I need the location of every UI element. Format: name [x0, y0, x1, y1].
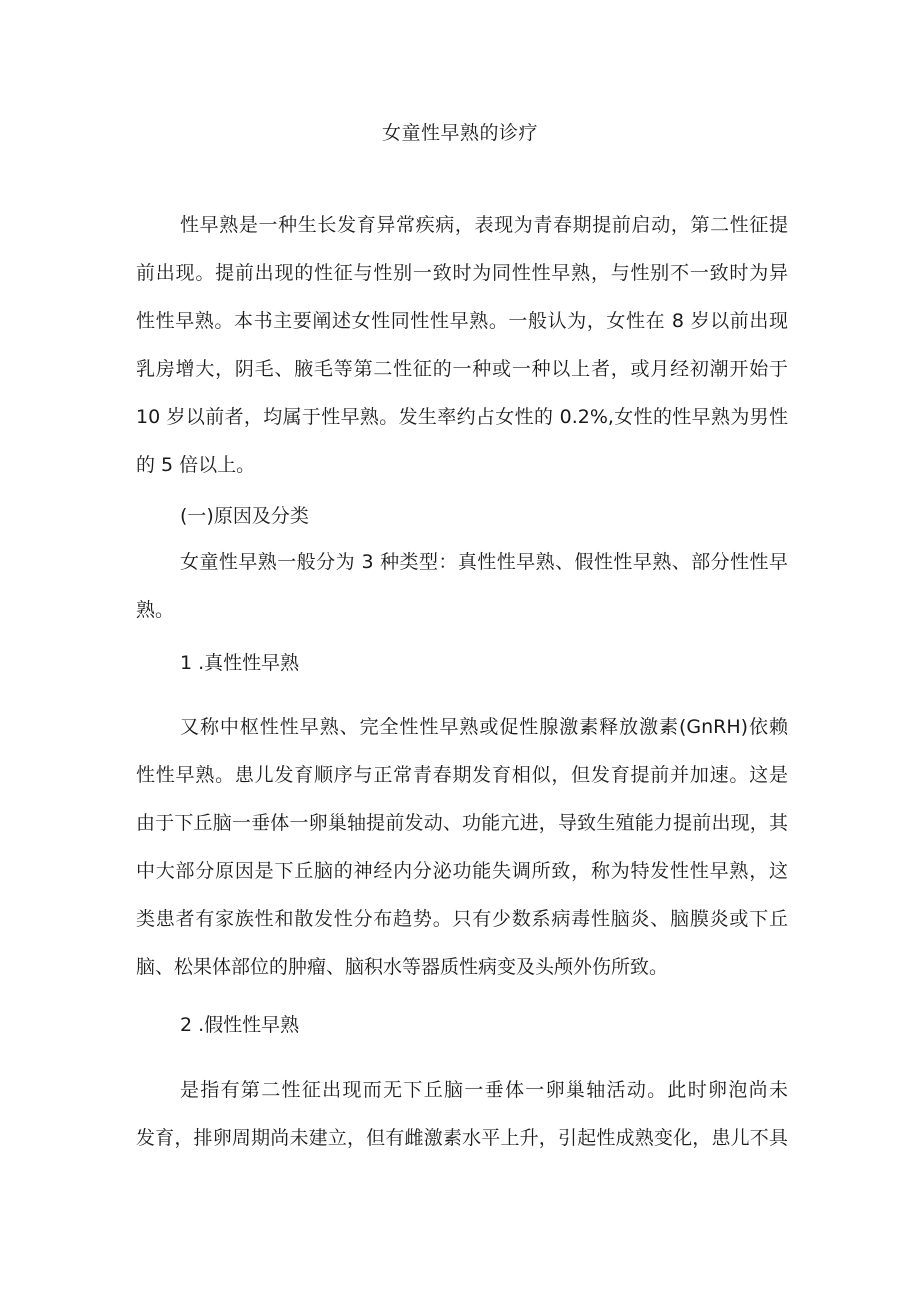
paragraph-line: 性性早熟。患儿发育顺序与正常青春期发育相似，但发育提前并加速。这是	[136, 764, 788, 786]
paragraph-line: 乳房增大，阴毛、腋毛等第二性征的一种或一种以上者，或月经初潮开始于	[136, 358, 788, 380]
paragraph-line: 熟。	[136, 599, 175, 621]
paragraph-line: 前出现。提前出现的性征与性别一致时为同性性早熟，与性别不一致时为异	[136, 262, 788, 284]
subsection-heading: 2 .假性性早熟	[180, 1014, 300, 1036]
subsection-heading: 1 .真性性早熟	[180, 652, 300, 674]
paragraph-line: 性早熟是一种生长发育异常疾病，表现为青春期提前启动，第二性征提	[180, 214, 788, 236]
paragraph-line: 又称中枢性性早熟、完全性性早熟或促性腺激素释放激素(GnRH)依赖	[180, 716, 788, 738]
paragraph-line: 脑、松果体部位的肿瘤、脑积水等器质性病变及头颅外伤所致。	[136, 956, 669, 978]
document-title: 女童性早熟的诊疗	[381, 122, 538, 144]
paragraph-line: 10 岁以前者，均属于性早熟。发生率约占女性的 0.2%,女性的性早熟为男性	[136, 406, 788, 428]
paragraph-line: 的 5 倍以上。	[136, 454, 256, 476]
paragraph-line: 性性早熟。本书主要阐述女性同性性早熟。一般认为，女性在 8 岁以前出现	[136, 310, 788, 332]
section-heading: (一)原因及分类	[180, 505, 309, 527]
paragraph-line: 女童性早熟一般分为 3 种类型：真性性早熟、假性性早熟、部分性性早	[180, 551, 788, 573]
paragraph-line: 类患者有家族性和散发性分布趋势。只有少数系病毒性脑炎、脑膜炎或下丘	[136, 908, 788, 930]
paragraph-line: 发育，排卵周期尚未建立，但有雌激素水平上升，引起性成熟变化，患儿不具	[136, 1127, 788, 1149]
paragraph-line: 中大部分原因是下丘脑的神经内分泌功能失调所致，称为特发性性早熟，这	[136, 860, 788, 882]
paragraph-line: 是指有第二性征出现而无下丘脑一垂体一卵巢轴活动。此时卵泡尚未	[180, 1079, 788, 1101]
paragraph-line: 由于下丘脑一垂体一卵巢轴提前发动、功能亢进，导致生殖能力提前出现，其	[136, 812, 788, 834]
